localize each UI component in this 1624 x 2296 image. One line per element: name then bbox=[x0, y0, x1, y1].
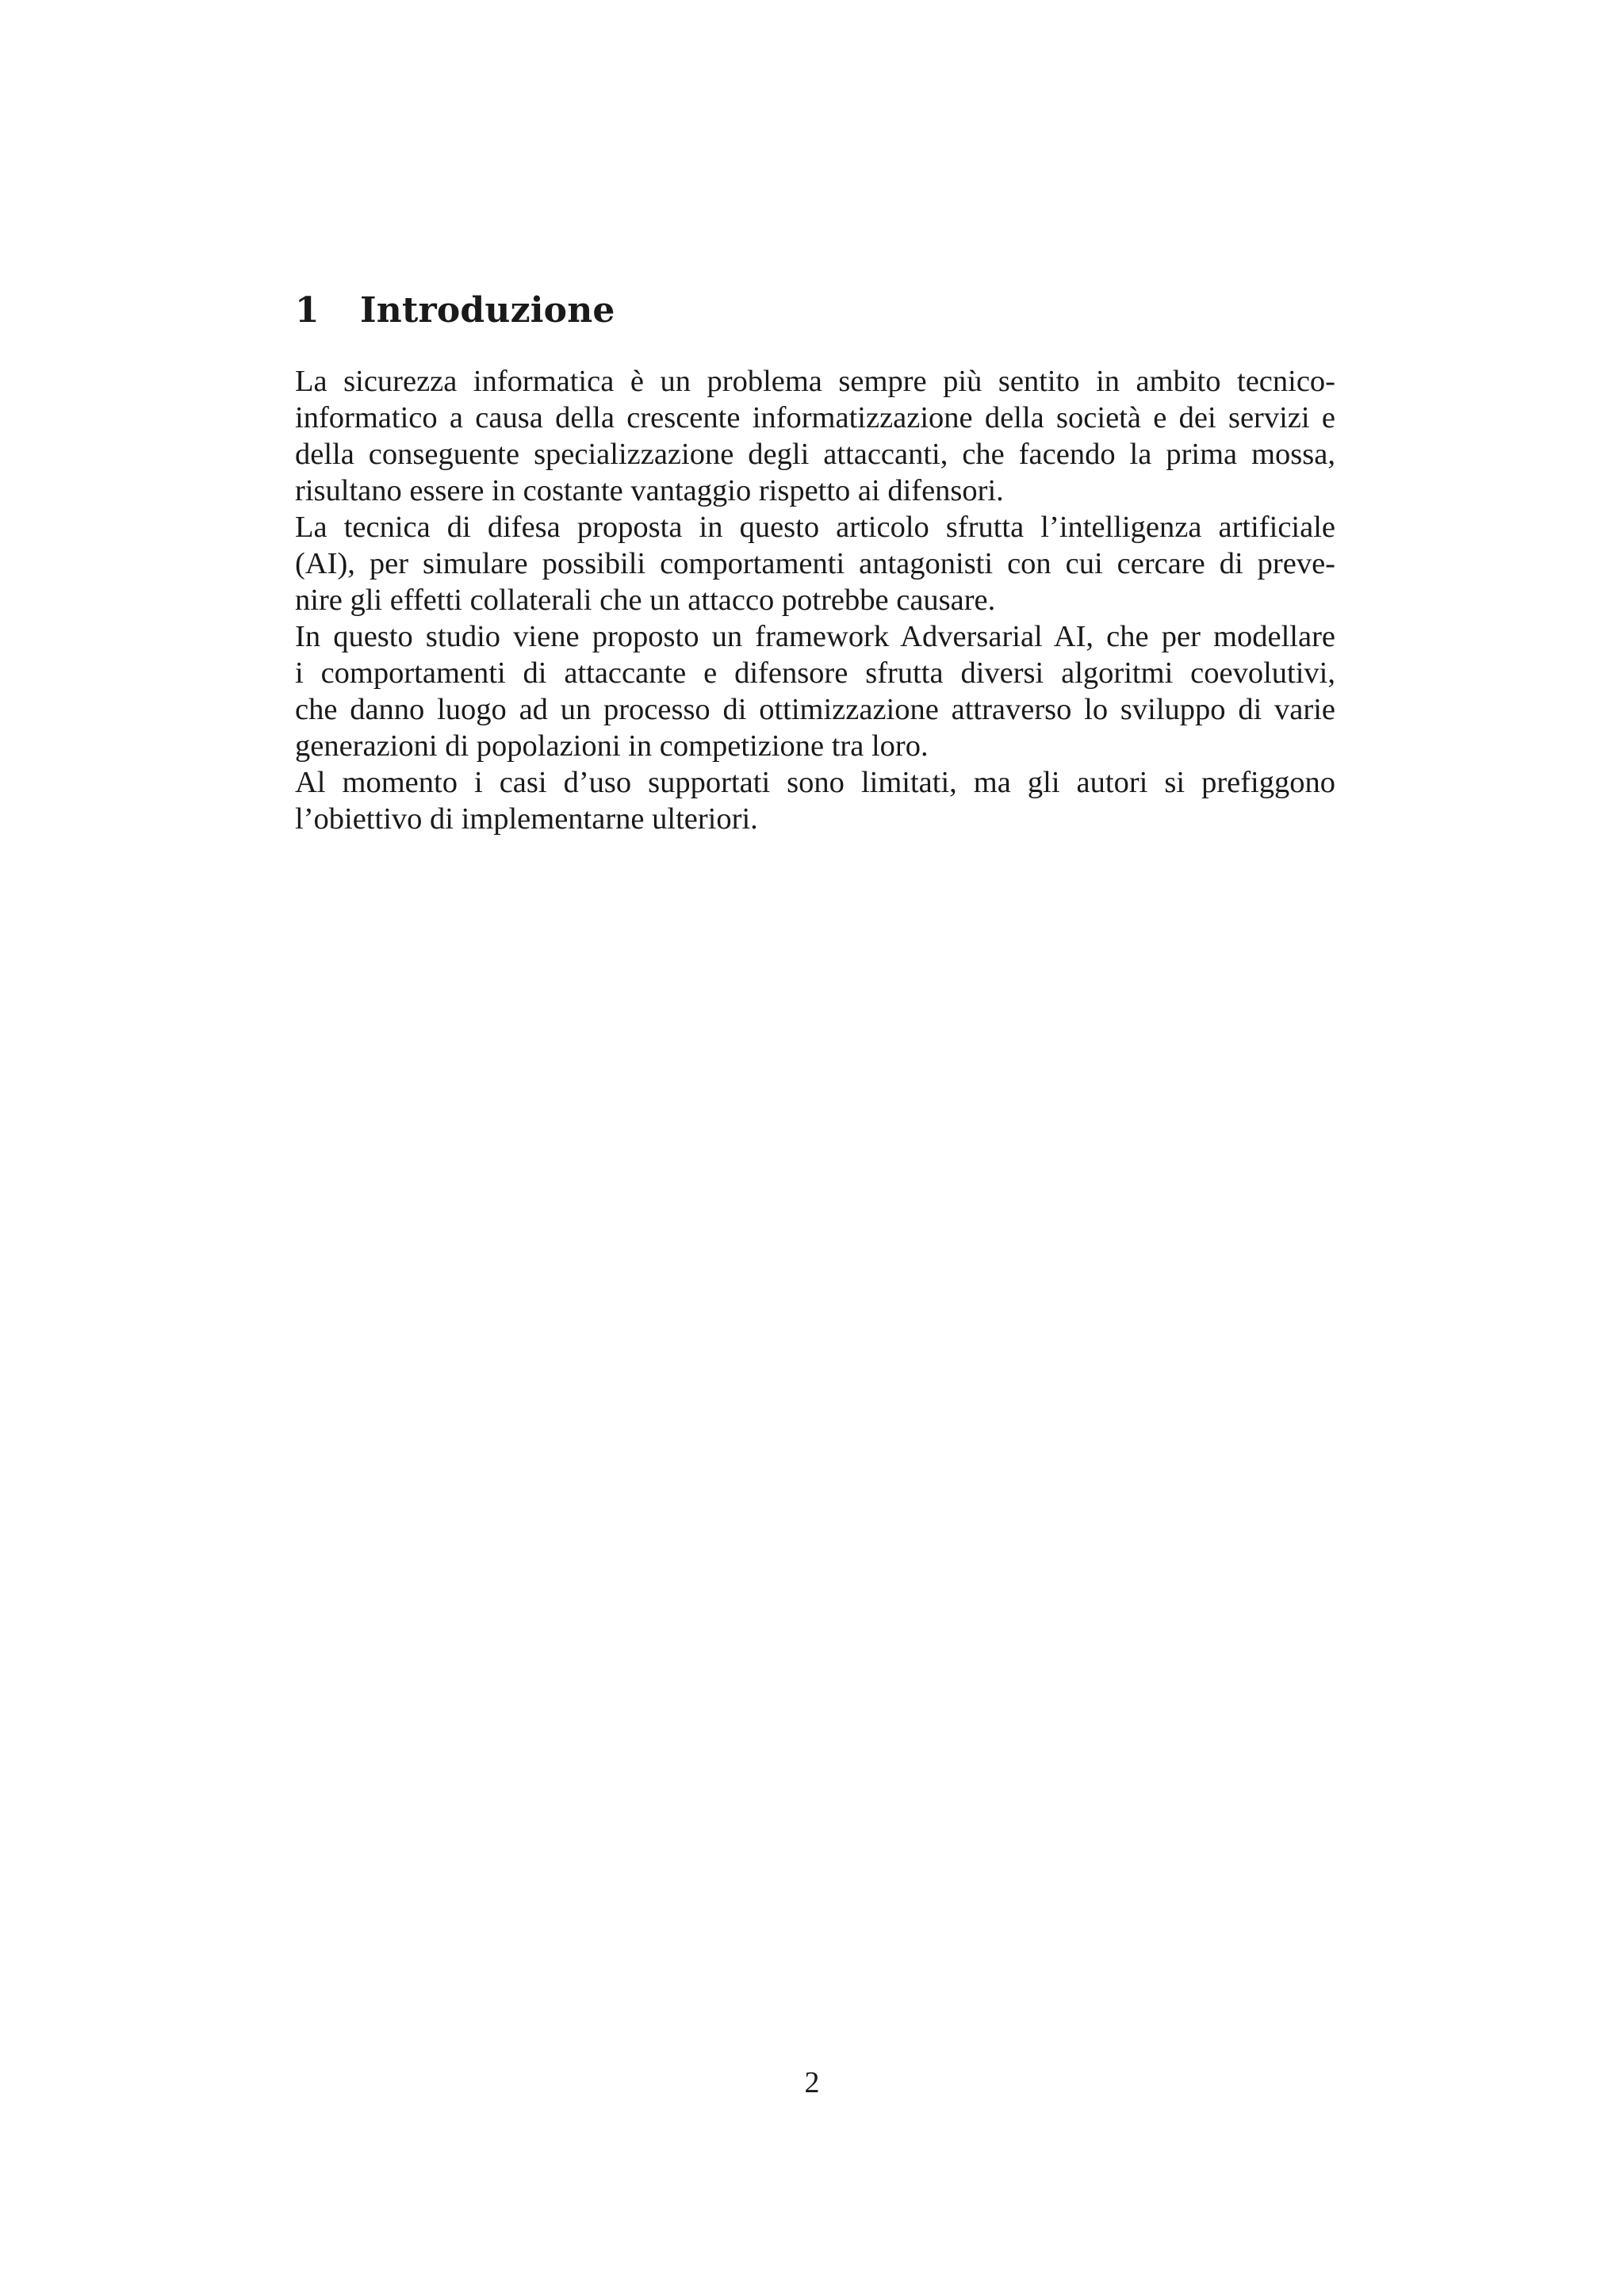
paragraph bbox=[295, 509, 1335, 618]
text-line: La sicurezza informatica è un problema sempre più sentito in ambito tecnico- bbox=[295, 365, 1335, 398]
paragraph bbox=[295, 764, 1335, 837]
text-line: nire gli effetti collaterali che un attacco potrebbe causare. bbox=[295, 584, 996, 617]
page-number: 2 bbox=[804, 2066, 820, 2099]
text-line: risultano essere in costante vantaggio rispetto ai difensori. bbox=[295, 474, 1004, 507]
text-line: In questo studio viene proposto un framework Adversarial AI, che per modellare bbox=[295, 620, 1335, 653]
section-title: Introduzione bbox=[360, 290, 615, 331]
section-number: 1 bbox=[295, 290, 320, 331]
text-line: l’obiettivo di implementarne ulteriori. bbox=[295, 802, 758, 836]
text-line: informatico a causa della crescente informatizzazione della società e dei servizi e bbox=[295, 401, 1335, 434]
text-line: Al momento i casi d’uso supportati sono limitati, ma gli autori si prefiggono bbox=[295, 766, 1335, 799]
text-line: che danno luogo ad un processo di ottimizzazione attraverso lo sviluppo di varie bbox=[295, 693, 1335, 726]
section-heading bbox=[295, 287, 615, 335]
text-line: della conseguente specializzazione degli attaccanti, che facendo la prima mossa, bbox=[295, 438, 1335, 471]
paragraph bbox=[295, 618, 1335, 764]
body-text bbox=[295, 363, 1335, 837]
text-line: generazioni di popolazioni in competizione tra loro. bbox=[295, 729, 929, 763]
text-line: La tecnica di difesa proposta in questo articolo sfrutta l’intelligenza artificiale bbox=[295, 511, 1335, 544]
text-line: (AI), per simulare possibili comportamenti antagonisti con cui cercare di preve- bbox=[295, 547, 1335, 580]
paragraph bbox=[295, 363, 1335, 509]
text-line: i comportamenti di attaccante e difensore sfrutta diversi algoritmi coevolutivi, bbox=[295, 656, 1335, 690]
